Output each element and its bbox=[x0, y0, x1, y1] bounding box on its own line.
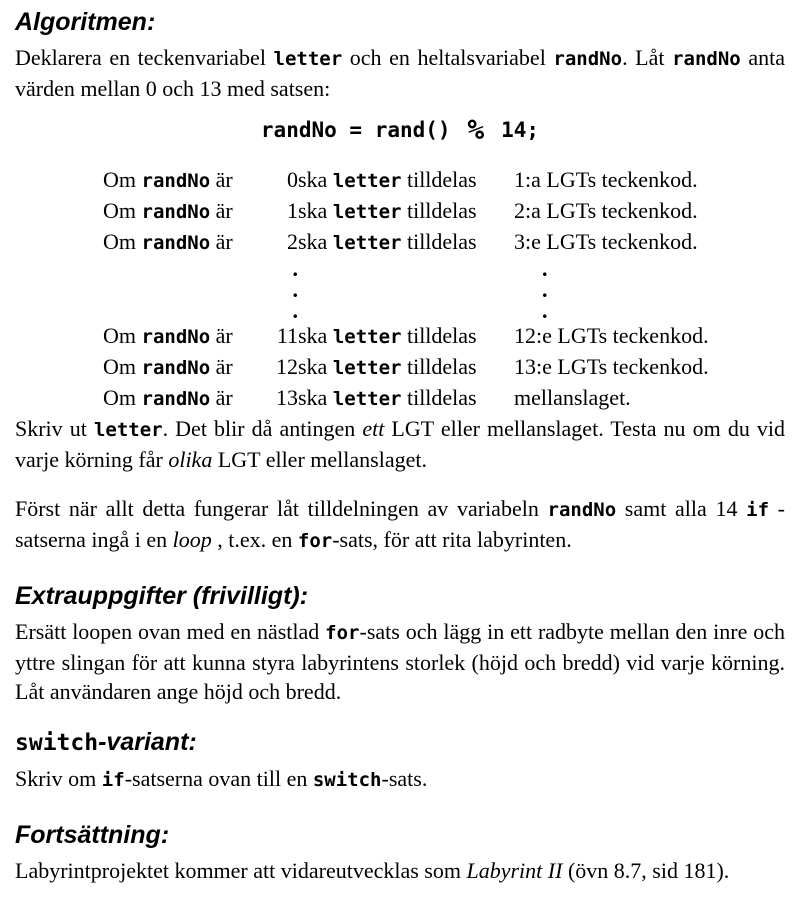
text-segment: letter bbox=[332, 326, 402, 348]
paragraph-forst bbox=[15, 494, 785, 556]
text-segment: if bbox=[746, 499, 770, 521]
text-segment: -sats. bbox=[381, 766, 428, 791]
text-segment: Om bbox=[103, 354, 142, 379]
text-segment: är bbox=[210, 229, 233, 254]
text-segment: tilldelas bbox=[401, 354, 477, 379]
cell-om-randno-ar bbox=[103, 352, 240, 383]
text-segment: samt alla 14 bbox=[616, 496, 747, 521]
text-segment: randNo bbox=[141, 201, 211, 223]
text-segment: Labyrintprojektet kommer att vidareutvecklas som bbox=[15, 858, 467, 883]
text-segment: letter bbox=[332, 201, 402, 223]
cell-ellipsis-dot: . bbox=[292, 277, 298, 302]
text-segment: är bbox=[210, 198, 233, 223]
text-segment: letter bbox=[273, 48, 343, 70]
text-segment: Om bbox=[103, 323, 142, 348]
text-segment: letter bbox=[93, 419, 163, 441]
text-segment: är bbox=[210, 354, 233, 379]
paragraph-switch-variant bbox=[15, 764, 785, 795]
text-segment: randNo bbox=[141, 388, 211, 410]
text-segment: olika bbox=[168, 447, 213, 472]
text-segment: for bbox=[325, 622, 360, 644]
cell-ska-letter-tilldelas bbox=[298, 196, 514, 227]
text-segment: letter bbox=[332, 232, 402, 254]
paragraph-skriv-ut bbox=[15, 414, 785, 474]
text-segment: Skriv ut bbox=[15, 416, 94, 441]
text-segment: -sats, för att rita labyrinten. bbox=[332, 527, 572, 552]
text-segment: Ersätt loopen ovan med en nästlad bbox=[15, 619, 326, 644]
cell-result: mellanslaget. bbox=[514, 385, 631, 410]
cell-empty bbox=[298, 300, 514, 321]
text-segment: randNo bbox=[553, 48, 623, 70]
code-statement bbox=[15, 115, 785, 145]
text-segment: Först när allt detta fungerar låt tilldelningen av variabeln bbox=[15, 496, 548, 521]
text-segment: Om bbox=[103, 167, 142, 192]
text-segment: är bbox=[210, 385, 233, 410]
text-segment: ska bbox=[298, 167, 333, 192]
text-segment: är bbox=[210, 167, 233, 192]
text-segment: . Det blir då antingen bbox=[162, 416, 363, 441]
cell-rand-value: 2 bbox=[287, 229, 298, 254]
cell-om-randno-ar bbox=[103, 165, 240, 196]
text-segment: ska bbox=[298, 354, 333, 379]
text-segment: switch bbox=[312, 769, 382, 791]
cell-empty bbox=[103, 258, 240, 279]
cell-empty bbox=[103, 300, 240, 321]
cell-om-randno-ar bbox=[103, 383, 240, 414]
text-segment: tilldelas bbox=[401, 167, 477, 192]
text-segment: LGT eller mellanslaget. bbox=[212, 447, 427, 472]
text-segment: LGT eller mellanslaget. Testa nu om du vid varje körning får bbox=[15, 416, 786, 472]
text-segment: tilldelas bbox=[401, 385, 477, 410]
text-segment: anta värden mellan 0 och 13 med satsen: bbox=[15, 45, 785, 101]
cell-ska-letter-tilldelas bbox=[298, 165, 514, 196]
assignment-table-body bbox=[103, 165, 784, 414]
text-segment: (övn 8.7, sid 181). bbox=[562, 858, 730, 883]
text-segment: Skriv om bbox=[15, 766, 102, 791]
text-segment: tilldelas bbox=[401, 323, 477, 348]
heading-algoritmen: Algoritmen: bbox=[15, 8, 156, 36]
text-segment: letter bbox=[332, 170, 402, 192]
cell-empty bbox=[298, 279, 514, 300]
text-segment: och en heltalsvariabel bbox=[342, 45, 554, 70]
paragraph-fortsattning bbox=[15, 856, 785, 885]
text-segment: Deklarera en teckenvariabel bbox=[15, 45, 274, 70]
cell-ellipsis-dot: . bbox=[542, 277, 548, 302]
text-segment: är bbox=[210, 323, 233, 348]
cell-om-randno-ar bbox=[103, 196, 240, 227]
table-ellipsis-row bbox=[103, 258, 784, 279]
table-row bbox=[103, 383, 784, 414]
text-segment: randNo bbox=[547, 499, 617, 521]
heading-extrauppgifter: Extrauppgifter (frivilligt): bbox=[15, 582, 309, 610]
text-segment: -satserna ovan till en bbox=[124, 766, 313, 791]
cell-result: 2:a LGTs teckenkod. bbox=[514, 198, 698, 223]
table-ellipsis-row bbox=[103, 279, 784, 300]
text-segment: randNo = rand() bbox=[260, 118, 451, 142]
cell-rand-value: 12 bbox=[276, 354, 298, 379]
text-segment: Om bbox=[103, 198, 142, 223]
cell-ellipsis-dot: . bbox=[542, 256, 548, 281]
cell-om-randno-ar bbox=[103, 321, 240, 352]
text-segment: for bbox=[297, 530, 333, 552]
text-segment: ska bbox=[298, 198, 333, 223]
table-row bbox=[103, 227, 784, 258]
cell-ellipsis-dot: . bbox=[542, 298, 548, 323]
assignment-table bbox=[103, 165, 784, 414]
text-segment: tilldelas bbox=[401, 229, 477, 254]
cell-result: 13:e LGTs teckenkod. bbox=[514, 354, 709, 379]
text-segment: tilldelas bbox=[401, 198, 477, 223]
cell-rand-value: 11 bbox=[276, 323, 298, 348]
text-segment: -satserna ingå i en bbox=[15, 496, 786, 552]
cell-ska-letter-tilldelas bbox=[298, 227, 514, 258]
cell-rand-value: 13 bbox=[276, 385, 298, 410]
cell-result: 3:e LGTs teckenkod. bbox=[514, 229, 698, 254]
text-segment: letter bbox=[332, 357, 402, 379]
table-row bbox=[103, 165, 784, 196]
text-segment: letter bbox=[332, 388, 402, 410]
text-segment: 14; bbox=[501, 118, 540, 142]
cell-result: 1:a LGTs teckenkod. bbox=[514, 167, 698, 192]
text-segment: ska bbox=[298, 229, 333, 254]
text-segment: randNo bbox=[141, 170, 211, 192]
cell-rand-value: 1 bbox=[287, 198, 298, 223]
table-ellipsis-row bbox=[103, 300, 784, 321]
text-segment: Om bbox=[103, 229, 142, 254]
cell-ellipsis-dot: . bbox=[292, 298, 298, 323]
cell-rand-value: 0 bbox=[287, 167, 298, 192]
text-segment: , t.ex. en bbox=[211, 527, 298, 552]
text-segment: randNo bbox=[141, 326, 211, 348]
text-segment: Om bbox=[103, 385, 142, 410]
cell-empty bbox=[103, 279, 240, 300]
cell-ska-letter-tilldelas bbox=[298, 352, 514, 383]
cell-ska-letter-tilldelas bbox=[298, 321, 514, 352]
text-segment: -sats och lägg in ett radbyte mellan den inre och yttre slingan för att kunna styra labyrintens storlek (höjd och bredd) vid varje körning. Låt användaren ange höjd och bredd. bbox=[15, 619, 786, 704]
text-segment: -variant: bbox=[98, 728, 197, 756]
text-segment: randNo bbox=[141, 232, 211, 254]
table-row bbox=[103, 196, 784, 227]
text-segment: . Låt bbox=[622, 45, 673, 70]
cell-ska-letter-tilldelas bbox=[298, 383, 514, 414]
text-segment: loop bbox=[172, 527, 212, 552]
table-row bbox=[103, 321, 784, 352]
cell-result: 12:e LGTs teckenkod. bbox=[514, 323, 709, 348]
text-segment: Labyrint II bbox=[466, 858, 563, 883]
cell-ellipsis-dot: . bbox=[292, 256, 298, 281]
paragraph-intro bbox=[15, 43, 785, 103]
heading-switch-variant bbox=[15, 726, 785, 759]
heading-fortsattning: Fortsättning: bbox=[15, 821, 170, 849]
text-segment: ska bbox=[298, 385, 333, 410]
text-segment: ett bbox=[362, 416, 385, 441]
text-segment: % bbox=[450, 113, 502, 146]
text-segment: randNo bbox=[672, 48, 741, 70]
text-segment: switch bbox=[15, 730, 99, 756]
cell-om-randno-ar bbox=[103, 227, 240, 258]
text-segment: ska bbox=[298, 323, 333, 348]
paragraph-extrauppgifter bbox=[15, 617, 785, 706]
text-segment: randNo bbox=[141, 357, 211, 379]
cell-empty bbox=[298, 258, 514, 279]
table-row bbox=[103, 352, 784, 383]
text-segment: if bbox=[101, 769, 125, 791]
